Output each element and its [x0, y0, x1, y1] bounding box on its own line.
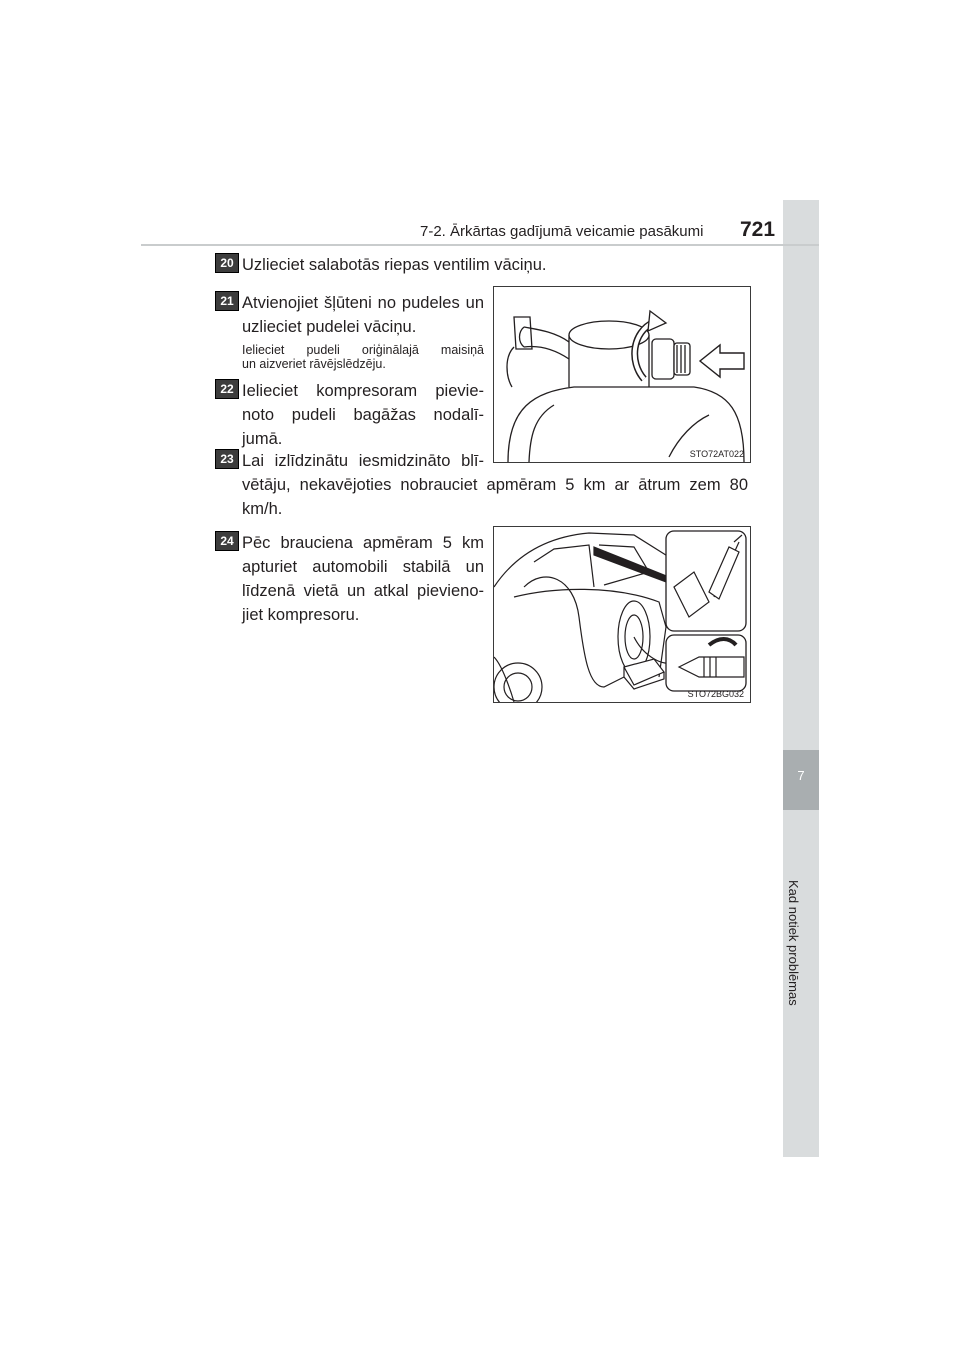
figure-car-compressor	[493, 526, 751, 703]
step-badge-22: 22	[215, 379, 239, 399]
step-24-line: līdzenā vietā un atkal pievieno-	[242, 582, 484, 600]
step-24-line: apturiet automobili stabilā un	[242, 558, 484, 576]
step-21-note-line: un aizveriet rāvējslēdzēju.	[242, 357, 386, 371]
page-number: 721	[740, 218, 776, 241]
chapter-title: Kad notiek problēmas	[786, 880, 801, 1006]
section-title: 7-2. Ārkārtas gadījumā veicamie pasākumi	[420, 223, 704, 240]
step-badge-21: 21	[215, 291, 239, 311]
car-compressor-illustration	[494, 527, 750, 702]
step-24-line: Pēc brauciena apmēram 5 km	[242, 534, 484, 552]
step-21-line: Atvienojiet šļūteni no pudeles un	[242, 294, 484, 312]
step-22-line: noto pudeli bagāžas nodalī-	[242, 406, 484, 424]
header-rule	[141, 244, 819, 246]
figure-bottle-cap	[493, 286, 751, 463]
step-badge-20: 20	[215, 253, 239, 273]
step-badge-24: 24	[215, 531, 239, 551]
step-24-text	[242, 531, 484, 627]
bottle-cap-illustration	[494, 287, 750, 462]
step-23-line: vētāju, nekavējoties nobrauciet apmēram 5 km ar ātrum zem 80	[242, 476, 748, 494]
step-badge-23: 23	[215, 449, 239, 469]
chapter-sidebar	[783, 200, 819, 1157]
step-22-line: jumā.	[242, 430, 283, 448]
step-23-line: Lai izlīdzinātu iesmidzināto blī-	[242, 452, 484, 470]
step-21-note-line: Ielieciet pudeli oriģinālajā maisiņā	[242, 343, 484, 357]
step-21-text	[242, 291, 484, 339]
step-21-line: uzlieciet pudelei vāciņu.	[242, 318, 417, 336]
step-24-line: jiet kompresoru.	[242, 606, 360, 624]
step-22-line: Ielieciet kompresoram pievie-	[242, 382, 484, 400]
chapter-number: 7	[797, 768, 805, 783]
step-21-note	[242, 343, 484, 371]
step-20-text: Uzlieciet salabotās riepas ventilim vāciņu.	[242, 256, 547, 274]
figure-code: STO72BG032	[687, 689, 744, 699]
figure-code: STO72AT022	[689, 449, 744, 459]
step-23-line: km/h.	[242, 500, 283, 518]
step-22-text	[242, 379, 484, 451]
